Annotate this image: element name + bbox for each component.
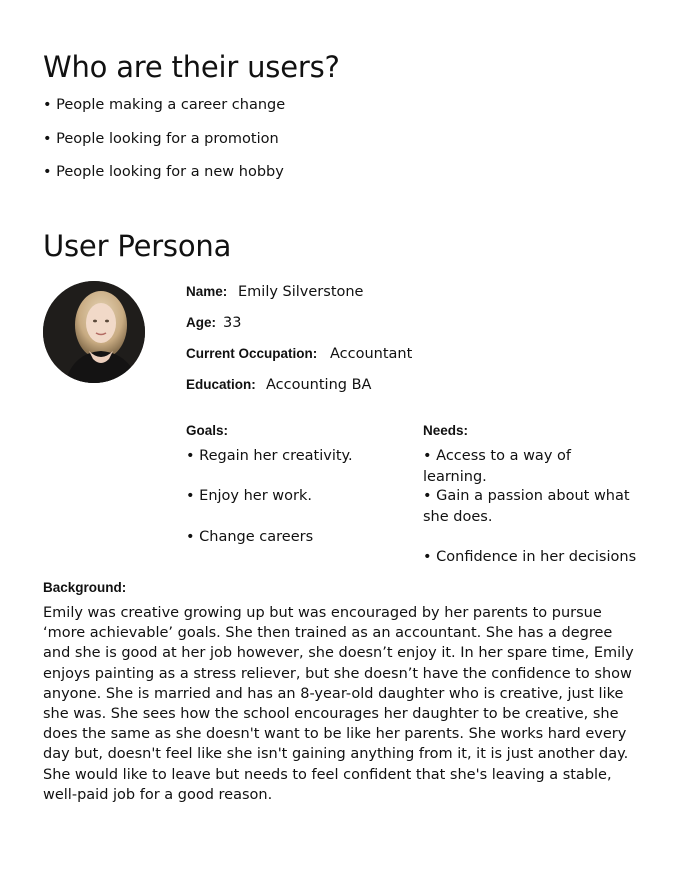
education-value: Accounting BA (266, 377, 372, 393)
goals-label: Goals: (186, 423, 229, 438)
persona-photo (43, 281, 145, 383)
age-value: 33 (223, 315, 242, 331)
avatar (43, 281, 145, 383)
persona-heading: User Persona (43, 229, 232, 263)
needs-label: Needs: (423, 423, 469, 438)
needs-item: • Gain a passion about what she does. (423, 488, 630, 525)
goals-item: • Change careers (186, 529, 314, 545)
needs-item: • Confidence in her decisions (423, 549, 637, 565)
occupation-value: Accountant (330, 346, 413, 362)
users-list-item: • People looking for a new hobby (43, 164, 284, 180)
background-label: Background: (43, 580, 127, 595)
occupation-label: Current Occupation: (186, 346, 318, 361)
education-label: Education: (186, 377, 256, 392)
goals-item: • Regain her creativity. (186, 448, 353, 464)
name-value: Emily Silverstone (238, 284, 364, 300)
users-heading: Who are their users? (43, 50, 340, 84)
age-label: Age: (186, 315, 216, 330)
name-label: Name: (186, 284, 228, 299)
goals-item: • Enjoy her work. (186, 488, 312, 504)
users-list-item: • People making a career change (43, 97, 286, 113)
needs-item: • Access to a way of learning. (423, 448, 571, 485)
users-list-item: • People looking for a promotion (43, 131, 279, 147)
background-text: Emily was creative growing up but was encouraged by her parents to pursue ‘more achievable’ goals. She then trained as an accountant. She has a degree and she is good at her job however, she doesn’t enjoy it. In her spare time, Emily enjoys painting as a stress reliever, but she doesn’t have the confidence to show anyone. She is married and has an 8-year-old daughter who is creative, just like she was. She sees how the school encourages her daughter to be creative, she does the same as she doesn't want to be like her parents. She works hard every day but, doesn't feel like she isn't gaining anything from it, it is just another day. She would like to leave but needs to feel confident that she's leaving a stable, well-paid job for a good reason. (43, 605, 634, 803)
